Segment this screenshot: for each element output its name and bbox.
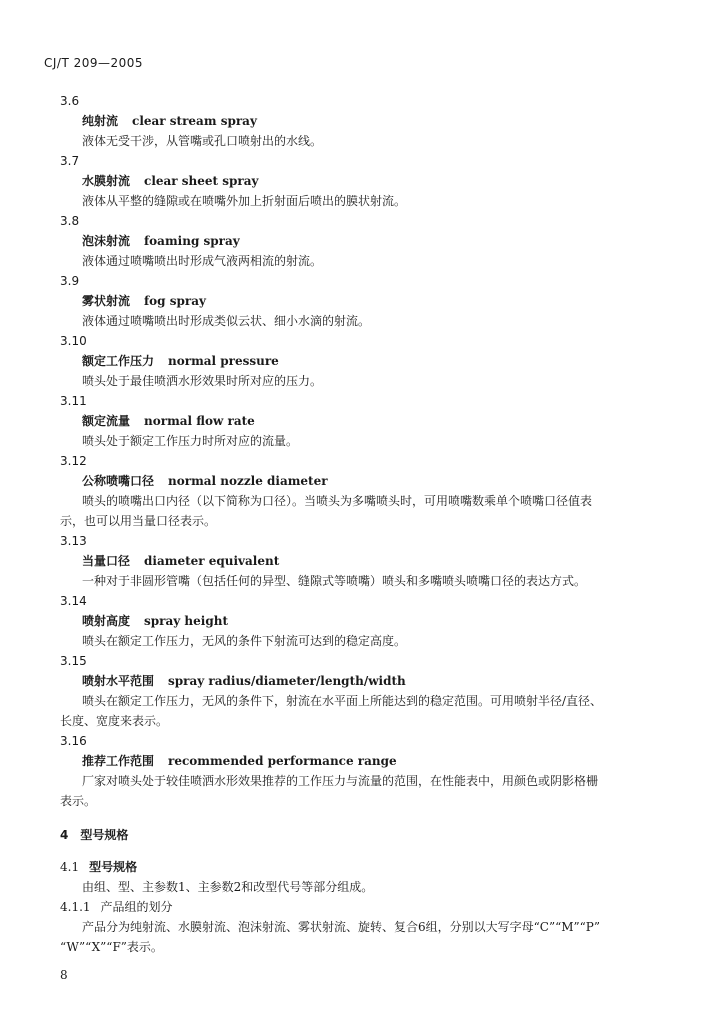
definition-text: 液体通过喷嘴喷出时形成气液两相流的射流。 [82,254,323,268]
definition-text: 示，也可以用当量口径表示。 [60,514,217,528]
subsubsection-title: 产品组的划分 [100,900,173,914]
section-title: 型号规格 [80,828,129,842]
definition-text: 液体通过喷嘴喷出时形成类似云状、细小水滴的射流。 [82,314,371,328]
clause-number: 3.13 [60,534,87,548]
document-code: CJ/T 209—2005 [44,56,144,70]
term-heading [82,753,397,769]
subsubsection-heading [60,899,173,915]
term-heading [82,673,406,689]
section-number: 4 [60,828,69,842]
term-english: diameter equivalent [144,554,280,568]
subsubsection-text: 产品分为纯射流、水膜射流、泡沫射流、雾状射流、旋转、复合6组，分别以大写字母“C”“M”“P” [82,920,600,934]
clause-number: 3.8 [60,214,80,228]
term-heading [82,113,257,129]
clause-number: 3.6 [60,94,80,108]
term-english: normal pressure [168,354,279,368]
subsection-number: 4.1 [60,860,80,874]
term-heading [82,173,258,189]
term-english: clear stream spray [132,114,257,128]
term-heading [82,233,240,249]
term-english: spray height [144,614,228,628]
subsubsection-number: 4.1.1 [60,900,91,914]
definition-text: 喷头在额定工作压力，无风的条件下，射流在水平面上所能达到的稳定范围。可用喷射半径/直径、 [82,694,603,708]
definition-text: 喷头处于最佳喷洒水形效果时所对应的压力。 [82,374,323,388]
clause-number: 3.10 [60,334,87,348]
term-chinese: 公称喷嘴口径 [82,474,155,488]
term-english: foaming spray [144,234,240,248]
subsubsection-text: “W”“X”“F”表示。 [60,940,163,954]
clause-number: 3.12 [60,454,87,468]
term-heading [82,473,328,489]
term-english: recommended performance range [168,754,397,768]
term-heading [82,553,279,569]
term-chinese: 水膜射流 [82,174,131,188]
term-english: clear sheet spray [144,174,259,188]
subsection-title: 型号规格 [89,860,138,874]
clause-number: 3.14 [60,594,87,608]
term-chinese: 喷射水平范围 [82,674,155,688]
definition-text: 液体无受干涉，从管嘴或孔口喷射出的水线。 [82,134,323,148]
term-english: spray radius/diameter/length/width [168,674,406,688]
term-chinese: 推荐工作范围 [82,754,155,768]
clause-number: 3.15 [60,654,87,668]
subsection-heading [60,859,137,875]
section-heading [60,827,128,843]
definition-text: 液体从平整的缝隙或在喷嘴外加上折射面后喷出的膜状射流。 [82,194,407,208]
term-heading [82,353,279,369]
clause-number: 3.7 [60,154,80,168]
definition-text: 表示。 [60,794,97,808]
definition-text: 喷头在额定工作压力，无风的条件下射流可达到的稳定高度。 [82,634,407,648]
term-heading [82,413,255,429]
page-number: 8 [60,968,68,982]
term-heading [82,293,206,309]
clause-number: 3.9 [60,274,80,288]
definition-text: 喷头的喷嘴出口内径（以下简称为口径）。当喷头为多嘴喷头时，可用喷嘴数乘单个喷嘴口径值表 [82,494,593,508]
term-chinese: 额定工作压力 [82,354,155,368]
term-heading [82,613,228,629]
definition-text: 一种对于非圆形管嘴（包括任何的异型、缝隙式等喷嘴）喷头和多嘴喷头喷嘴口径的表达方式。 [82,574,587,588]
clause-number: 3.16 [60,734,87,748]
term-chinese: 纯射流 [82,114,119,128]
term-english: normal flow rate [144,414,255,428]
definition-text: 喷头处于额定工作压力时所对应的流量。 [82,434,299,448]
term-chinese: 当量口径 [82,554,131,568]
clause-number: 3.11 [60,394,87,408]
definition-text: 长度、宽度来表示。 [60,714,169,728]
term-chinese: 雾状射流 [82,294,131,308]
subsection-text: 由组、型、主参数1、主参数2和改型代号等部分组成。 [82,880,374,894]
definition-text: 厂家对喷头处于较佳喷洒水形效果推荐的工作压力与流量的范围，在性能表中，用颜色或阴影格栅 [82,774,599,788]
term-chinese: 泡沫射流 [82,234,131,248]
term-english: fog spray [144,294,206,308]
term-chinese: 额定流量 [82,414,131,428]
term-english: normal nozzle diameter [168,474,328,488]
term-chinese: 喷射高度 [82,614,131,628]
